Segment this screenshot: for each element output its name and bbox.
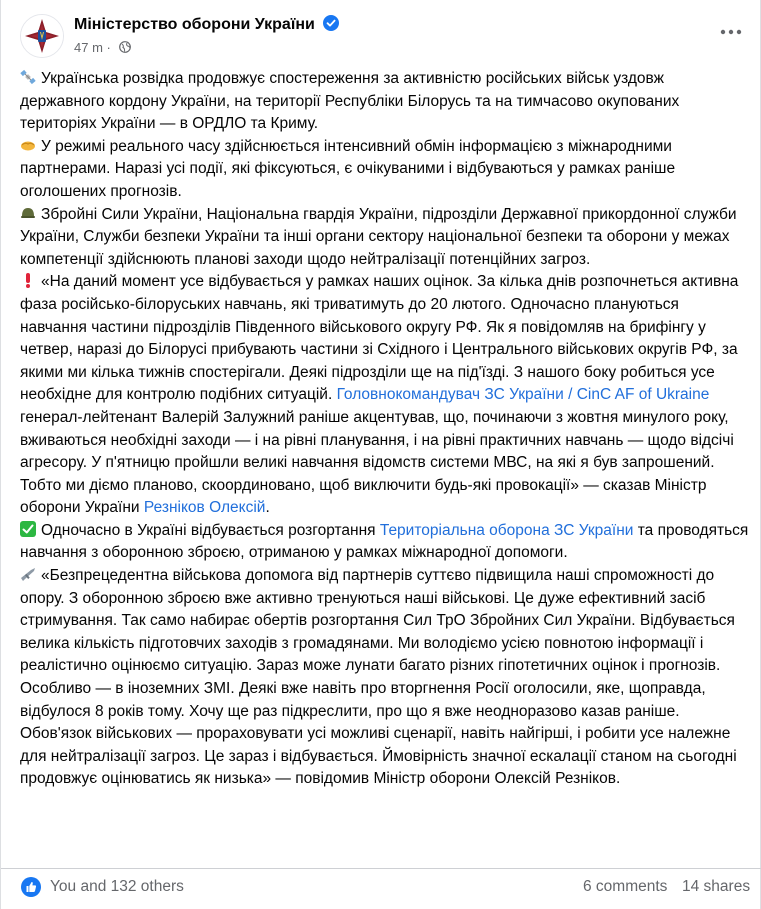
comments-count[interactable]: 6 comments <box>583 878 668 895</box>
post-header <box>1 0 761 66</box>
paragraph-territorial-defense <box>20 520 750 565</box>
rifle-icon <box>20 566 36 582</box>
paragraph-intelligence <box>20 68 750 136</box>
shares-count[interactable]: 14 shares <box>682 878 751 895</box>
verified-badge-icon <box>323 15 339 31</box>
post-footer <box>1 870 761 906</box>
mention-link-reznikov[interactable]: Резніков Олексій <box>143 499 266 517</box>
paragraph-text: Збройні Сили України, Національна гвардія України, підрозділи Державної прикордонної служби України, Служби безпеки України та інші органи сектору національної безпеки та оборони у межах компетенції здійснюють планові заходи щодо нейтралізації потенційних загроз. <box>20 205 737 268</box>
paragraph-text: Одночасно в Україні відбувається розгортання <box>41 521 376 539</box>
thumbs-up-icon <box>21 877 41 897</box>
meta-separator: · <box>106 40 111 55</box>
reactions-count[interactable]: You and 132 others <box>50 878 184 895</box>
paragraph-text: «На даний момент усе відбувається у рамках наших оцінок. За кілька днів розпочнеться активна фаза російсько-білоруських навчань, які триватимуть до 20 лютого. Одночасно плануються навчання частини підрозділів Південного військового округу РФ. Як я повідомляв на брифінгу у четвер, наразі до Білорусі прибувають частини зі Східного і Центрального військових округів РФ, за якими ми кілька тижнів спостерігали. Деякі підрозділи ще на під'їзді. З нашого боку робиться усе необхідне для контролю подібних ситуацій. <box>20 273 739 404</box>
exclamation-icon <box>20 272 36 288</box>
satellite-icon <box>20 69 36 85</box>
paragraph-minister-quote <box>20 271 750 520</box>
post-timestamp[interactable]: 47 m <box>74 40 103 55</box>
paragraph-text: генерал-лейтенант Валерій Залужний раніше акцентував, що, починаючи з жовтня минулого року, вживаються необхідні заходи — і на рівні планування, і на рівні практичних навчань — щодо відсічі агресору. У п'ятницю пройшли великі навчання відомств системи МВС, на які я був запрошений. Тобто ми діємо планово, скоординовано, щоб виключити будь-які провокації» — сказав Міністр оборони України <box>20 408 734 517</box>
ministry-emblem-icon <box>21 15 63 57</box>
paragraph-text: . <box>265 499 270 517</box>
mention-link-commander-in-chief[interactable]: Головнокомандувач ЗС України / CinC AF of Ukraine <box>336 386 710 404</box>
globe-icon <box>119 41 131 53</box>
page-avatar[interactable] <box>20 14 64 58</box>
handshake-icon <box>20 137 36 153</box>
paragraph-text: «Безпрецедентна військова допомога від партнерів суттєво підвищила наші спроможності до опору. З оборонною зброєю вже активно тренуються наші військові. Це дуже ефективний засіб стримування. Так само набирає обертів розгортання Сил ТрО Збройних Сил України. Відбувається велика кількість підготовчих заходів з громадянами. Ми володіємо усією повнотою інформації і реалістично оцінюємо ситуацію. Зараз може лунати багато різних гіпотетичних оцінок і прогнозів. Особливо — в іноземних ЗМІ. Деякі вже навіть про вторгнення Росії оголосили, яке, щоправда, відбулося 8 років тому. Хочу ще раз підкреслити, про що я вже неодноразово казав раніше. Обов'язок військових — прораховувати усі можливі сценарії, навіть найгірші, і робити усе належне для нейтралізації загроз. Це зараз і відбувається. Ймовірність значної ескалації станом на сьогодні продовжує оцінюватись як низька» — повідомив Міністр оборони Олексій Резніков. <box>20 567 737 788</box>
post-meta <box>74 40 131 55</box>
paragraph-military-aid-quote <box>20 565 750 791</box>
page-name-text[interactable]: Міністерство оборони України <box>74 16 315 33</box>
footer-divider <box>1 868 761 869</box>
paragraph-text: та проводяться навчання з оборонною зброєю, отриманою у рамках міжнародної допомоги. <box>20 521 749 562</box>
military-helmet-icon <box>20 205 36 221</box>
more-options-icon[interactable] <box>719 24 743 40</box>
paragraph-armed-forces <box>20 204 750 272</box>
paragraph-text: Українська розвідка продовжує спостереження за активністю російських військ уздовж державного кордону України, на території Республіки Білорусь та на тимчасово окупованих територіях України — в ОРДЛО та Криму. <box>20 70 680 133</box>
like-reaction-icon[interactable] <box>21 877 41 897</box>
paragraph-info-exchange <box>20 136 750 204</box>
mention-link-territorial-defense[interactable]: Територіальна оборона ЗС України <box>379 521 634 539</box>
check-mark-icon <box>20 521 36 537</box>
post-body <box>20 68 750 791</box>
page-name[interactable] <box>74 15 339 34</box>
paragraph-text: У режимі реального часу здійснюється інтенсивний обмін інформацією з міжнародними партнерами. Наразі усі події, які фіксуються, є очікуваними і відбуваються у рамках раніше оголошених прогнозів. <box>20 137 676 200</box>
